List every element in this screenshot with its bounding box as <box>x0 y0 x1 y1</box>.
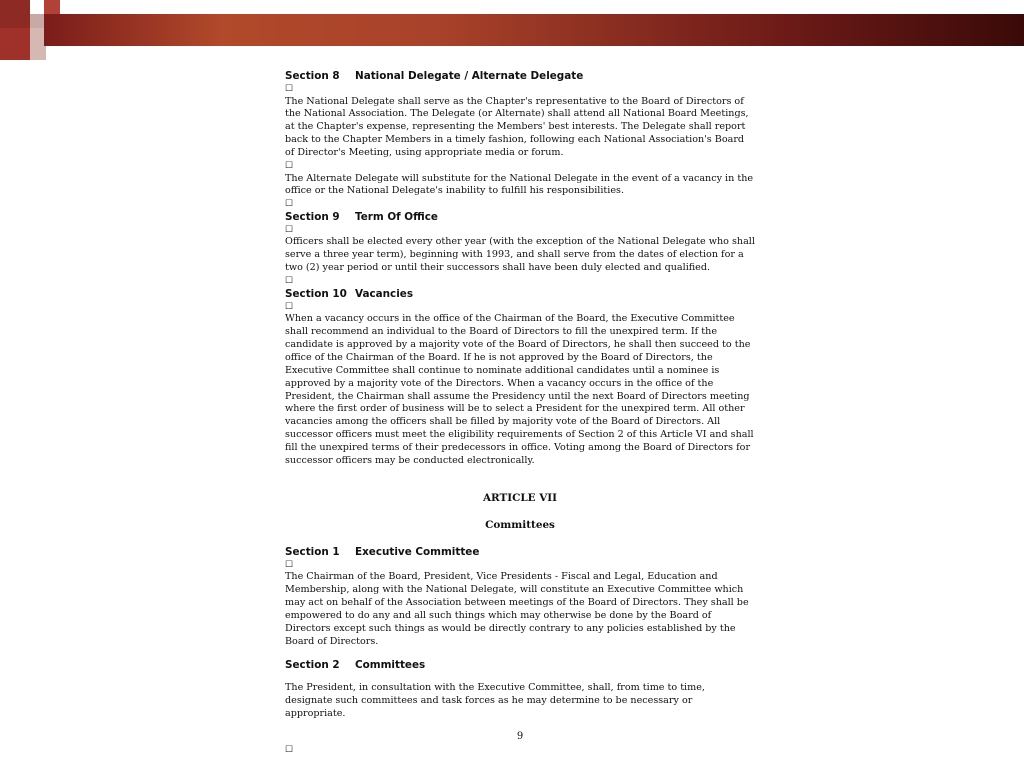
section-9-paragraph-1: Officers shall be elected every other year (with the exception of the National Delegate who shall serve a three year term), beginning with 1993, and shall serve from the dates of election for a two (2) year period or until their successors shall have been duly elected and qualified. <box>285 236 755 274</box>
paragraph-mark: ☐ <box>285 84 294 94</box>
article-section-1-heading <box>285 546 755 559</box>
section-title: Committees <box>355 658 426 671</box>
paragraph-mark: ☐ <box>285 199 294 210</box>
article-section-2-paragraph: The President, in consultation with the Executive Committee, shall, from time to time, designate such committees and task forces as he may determine to be necessary or appropriate. <box>285 681 705 719</box>
banner-gradient-bar <box>44 14 1024 46</box>
section-number: Section 8 <box>285 70 340 82</box>
page-number: 9 <box>516 730 524 742</box>
decor-square <box>30 0 44 14</box>
decor-square <box>0 28 30 60</box>
document-page <box>285 70 755 756</box>
section-9-heading <box>285 211 755 224</box>
section-number: Section 9 <box>285 210 340 223</box>
article-section-1-paragraph: The Chairman of the Board, President, Vice Presidents - Fiscal and Legal, Education and Membership, along with the National Delegate, will constitute an Executive Committee which may act on behalf of the Association between meetings of the Board of Directors. They shall be empowered to do any and all such things which may otherwise be done by the Board of Directors except such things as would be directly contrary to any policies established by the Board of Directors. <box>285 571 749 647</box>
paragraph-mark: ☐ <box>285 301 294 312</box>
section-8-heading <box>285 70 755 83</box>
paragraph-mark: ☐ <box>285 161 294 172</box>
decor-square <box>44 0 60 14</box>
decor-square <box>46 46 60 60</box>
section-title: Term Of Office <box>355 210 438 223</box>
article-subheading: Committees <box>485 518 555 531</box>
section-title: National Delegate / Alternate Delegate <box>355 70 584 82</box>
header-banner <box>0 0 1024 48</box>
decor-square <box>0 0 30 28</box>
section-title: Vacancies <box>355 287 414 300</box>
section-number: Section 10 <box>285 287 347 300</box>
section-10-paragraph-1: When a vacancy occurs in the office of the Chairman of the Board, the Executive Committee shall recommend an individual to the Board of Directors to fill the unexpired term. If the candidate is approved by a majority vote of the Board of Directors, he shall then succeed to the office of the Chairman of the Board. If he is not approved by the Board of Directors, the Executive Committee shall continue to nominate additional candidates until a nominee is approved by a majority vote of the Directors. When a vacancy occurs in the office of the President, the Chairman shall assume the Presidency until the next Board of Directors meeting where the first order of business will be to select a President for the unexpired term. All other vacancies among the officers shall be filled by majority vote of the Board of Directors. All successor officers must meet the eligibility requirements of Section 2 of this Article VI and shall fill the unexpired terms of their predecessors in office. Voting among the Board of Directors for successor officers may be conducted electronically. <box>285 313 754 467</box>
section-number: Section 1 <box>285 545 340 558</box>
paragraph-mark: ☐ <box>285 276 294 287</box>
section-8-paragraph-1: The National Delegate shall serve as the Chapter's representative to the Board of Directors of the National Association. The Delegate (or Alternate) shall attend all National Board Meetings, at the Chapter's expense, representing the Members' best interests. The Delegate shall report back to the Chapter Members in a timely fashion, following each National Association's Board of Director's Meeting, using appropriate media or forum. <box>285 95 749 159</box>
section-10-heading <box>285 288 755 301</box>
section-number: Section 2 <box>285 658 340 671</box>
paragraph-mark: ☐ <box>285 744 294 755</box>
decor-square <box>60 0 78 14</box>
section-8-paragraph-2: The Alternate Delegate will substitute for the National Delegate in the event of a vacancy in the office or the National Delegate's inability to fulfill his responsibilities. <box>285 172 754 197</box>
article-heading: ARTICLE VII <box>482 491 557 504</box>
section-title: Executive Committee <box>355 545 480 558</box>
paragraph-mark: ☐ <box>285 559 294 570</box>
paragraph-mark: ☐ <box>285 224 294 235</box>
decor-square <box>30 14 44 28</box>
article-section-2-heading <box>285 659 755 672</box>
